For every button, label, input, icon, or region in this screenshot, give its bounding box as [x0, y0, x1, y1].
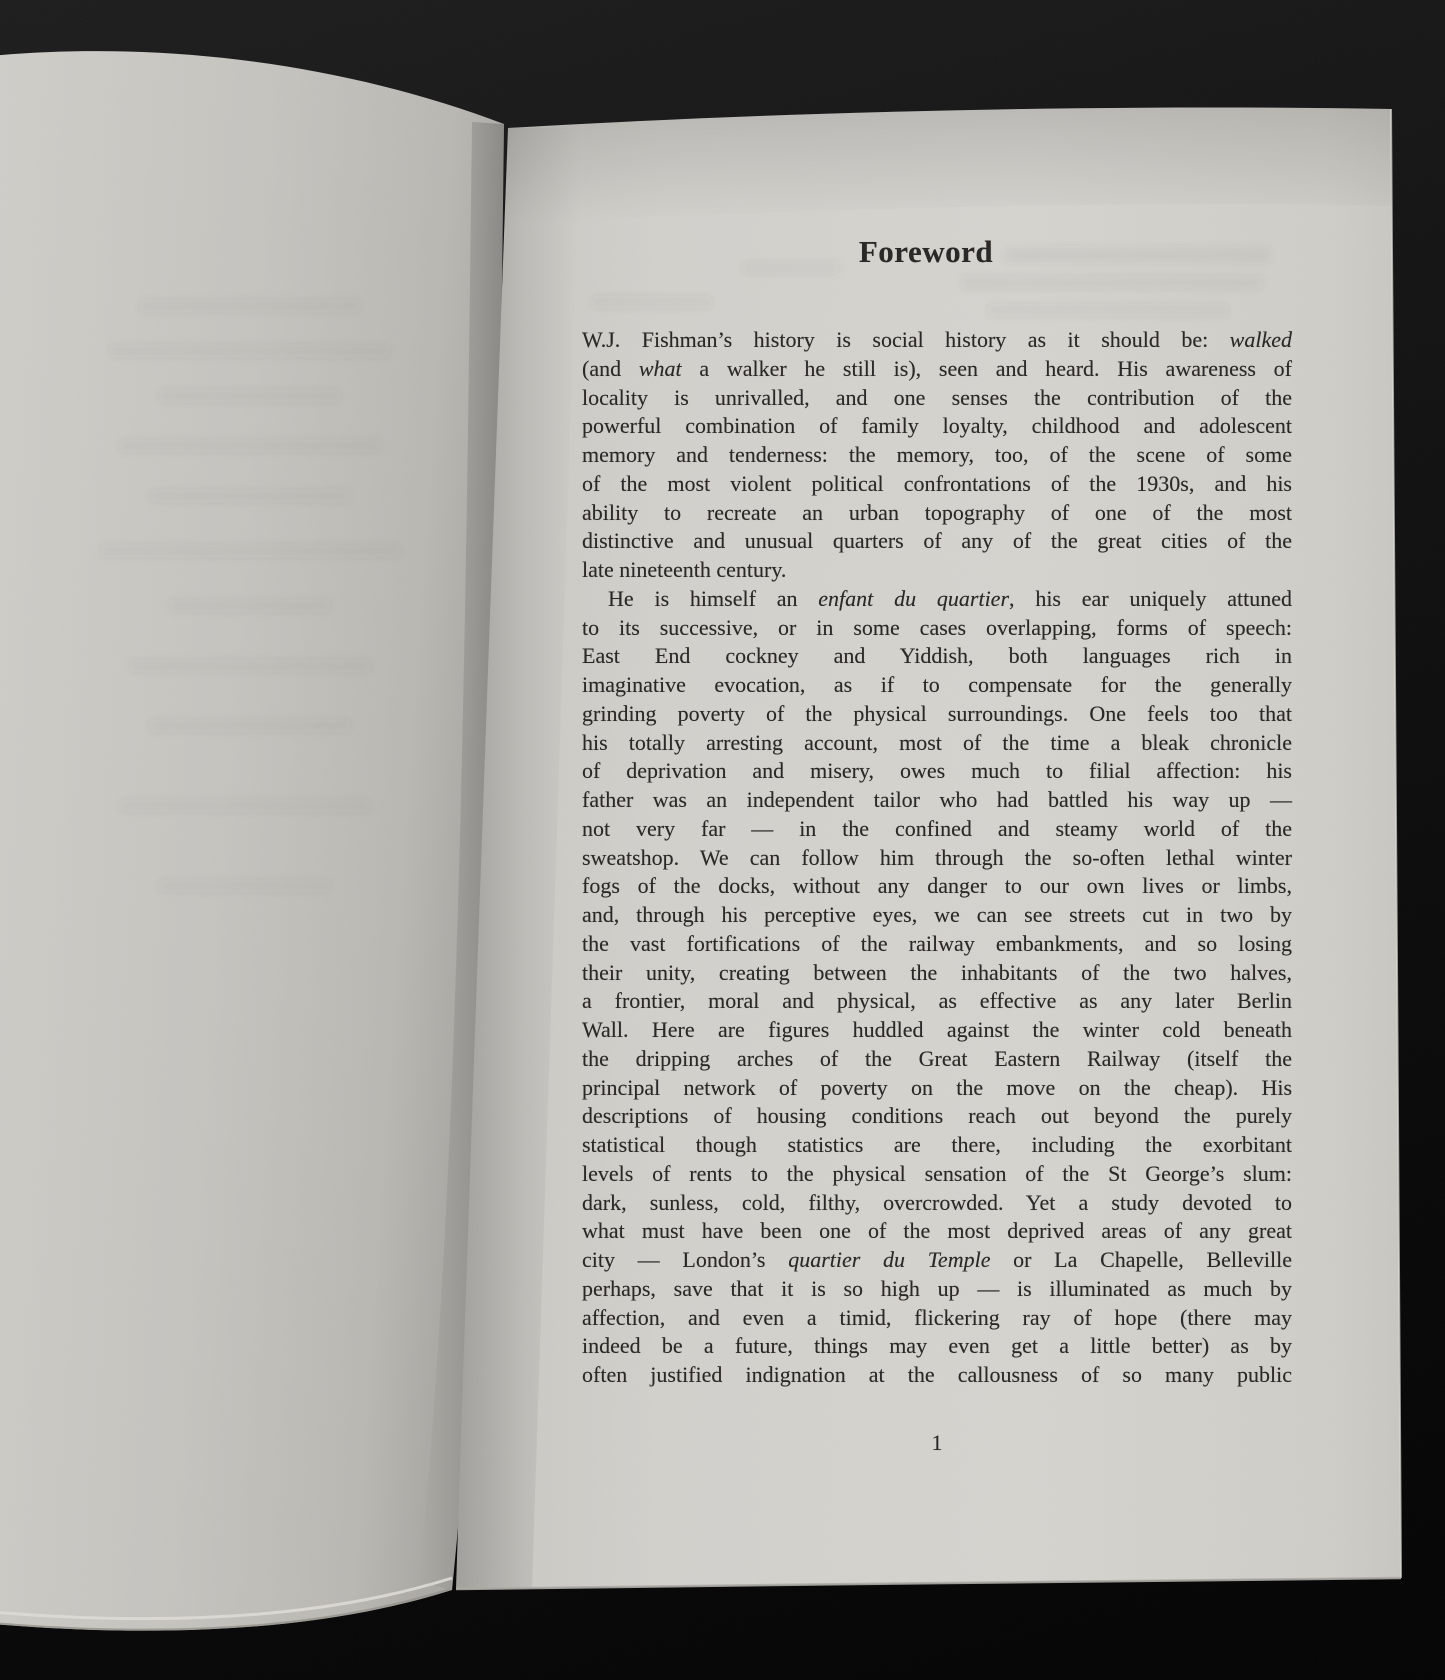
text-line: of deprivation and misery, owes much to filial affection: his: [582, 758, 1292, 784]
text-line: often justified indignation at the callousness of so many public: [582, 1362, 1292, 1387]
text-line: and, through his perceptive eyes, we can see streets cut in two by: [582, 902, 1292, 927]
text-line: not very far — in the confined and steamy world of the: [582, 815, 1292, 841]
text-line: of the most violent political confrontations of the 1930s, and his: [582, 470, 1292, 496]
text-line: W.J. Fishman’s history is social history as it should be: walked: [582, 327, 1292, 352]
text-line: indeed be a future, things may even get a little better) as by: [582, 1333, 1292, 1359]
text-line: East End cockney and Yiddish, both languages rich in: [582, 643, 1292, 669]
text-line: (and what a walker he still is), seen and heard. His awareness of: [582, 355, 1293, 381]
body-text: [582, 326, 1292, 1390]
text-line: descriptions of housing conditions reach out beyond the purely: [582, 1103, 1292, 1129]
text-line: to its successive, or in some cases overlapping, forms of speech:: [582, 614, 1292, 640]
text-line: Wall. Here are figures huddled against the winter cold beneath: [582, 1017, 1292, 1042]
text-line: father was an independent tailor who had battled his way up —: [582, 787, 1292, 812]
text-line: late nineteenth century.: [582, 557, 787, 582]
text-line: levels of rents to the physical sensation of the St George’s slum:: [582, 1160, 1292, 1186]
text-line: a frontier, moral and physical, as effective as any later Berlin: [582, 988, 1292, 1014]
text-line: what must have been one of the most deprived areas of any great: [582, 1218, 1292, 1244]
text-line: fogs of the docks, without any danger to our own lives or limbs,: [582, 873, 1292, 899]
text-line: grinding poverty of the physical surroundings. One feels too that: [582, 700, 1292, 726]
text-line: distinctive and unusual quarters of any of the great cities of the: [582, 528, 1292, 554]
foreword-title: Foreword: [858, 234, 994, 269]
text-line: the vast fortifications of the railway embankments, and so losing: [582, 930, 1292, 956]
text-line: their unity, creating between the inhabitants of the two halves,: [582, 959, 1292, 985]
text-line: dark, sunless, cold, filthy, overcrowded. Yet a study devoted to: [582, 1189, 1292, 1215]
text-line: city — London’s quartier du Temple or La Chapelle, Belleville: [582, 1247, 1292, 1272]
text-line: He is himself an enfant du quartier, his ear uniquely attuned: [608, 585, 1292, 611]
text-line: affection, and even a timid, flickering ray of hope (there may: [582, 1304, 1292, 1330]
text-line: principal network of poverty on the move on the cheap). His: [582, 1074, 1292, 1100]
text-line: imaginative evocation, as if to compensate for the generally: [582, 672, 1292, 697]
text-line: perhaps, save that it is so high up — is illuminated as much by: [582, 1275, 1292, 1301]
text-line: his totally arresting account, most of the time a bleak chronicle: [582, 729, 1292, 755]
text-line: locality is unrivalled, and one senses the contribution of the: [582, 384, 1292, 410]
page-number: 1: [931, 1430, 943, 1455]
text-line: the dripping arches of the Great Eastern Railway (itself the: [582, 1045, 1292, 1071]
text-line: sweatshop. We can follow him through the so-often lethal winter: [582, 844, 1292, 870]
text-line: memory and tenderness: the memory, too, of the scene of some: [582, 442, 1292, 467]
text-line: powerful combination of family loyalty, childhood and adolescent: [582, 413, 1292, 439]
text-line: statistical though statistics are there, including the exorbitant: [582, 1132, 1292, 1157]
text-line: ability to recreate an urban topography of one of the most: [582, 499, 1292, 525]
